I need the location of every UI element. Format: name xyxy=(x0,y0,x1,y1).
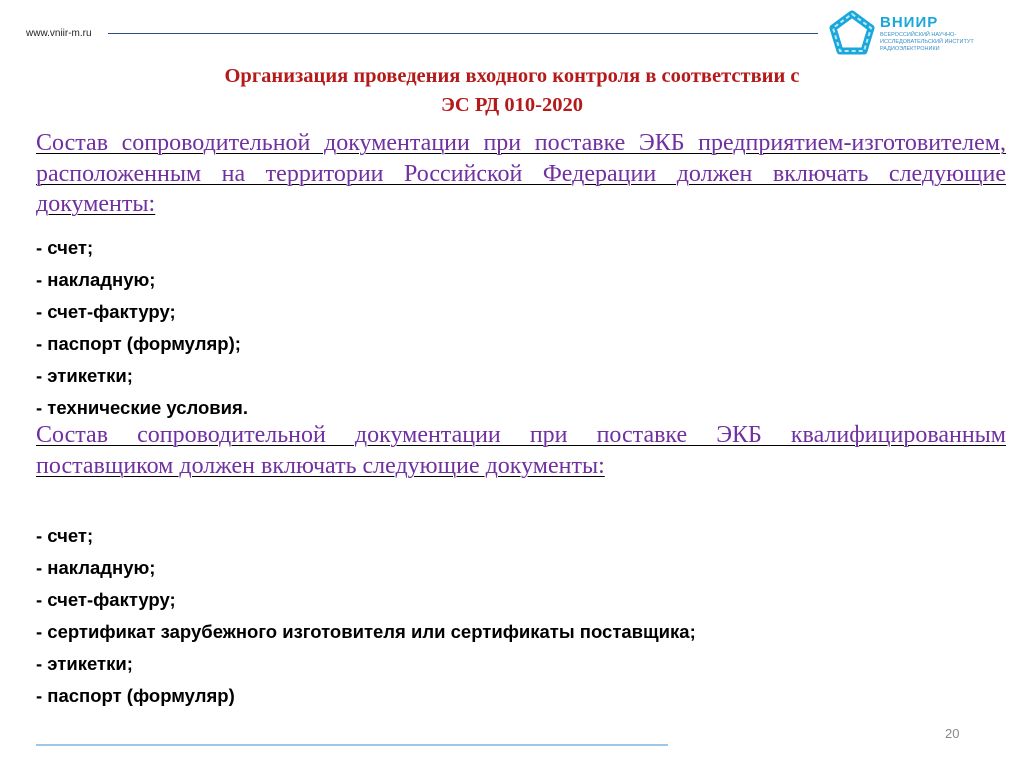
slide-title xyxy=(40,62,984,120)
logo-subtitle: ВСЕРОССИЙСКИЙ НАУЧНО-ИССЛЕДОВАТЕЛЬСКИЙ ИНСТИТУТ РАДИОЭЛЕКТРОНИКИ xyxy=(880,32,974,52)
list-item: - технические условия. xyxy=(36,397,248,418)
title-line-2: ЭС РД 010-2020 xyxy=(441,94,583,116)
list-item: - накладную; xyxy=(36,557,156,578)
document-list-qualified-supplier xyxy=(36,520,696,712)
title-line-1: Организация проведения входного контроля в соответствии с xyxy=(224,65,800,87)
list-item: - счет-фактуру; xyxy=(36,589,176,610)
list-item: - этикетки; xyxy=(36,653,133,674)
footer-divider xyxy=(36,744,668,746)
list-item: - этикетки; xyxy=(36,365,133,386)
list-item: - сертификат зарубежного изготовителя или сертификаты поставщика; xyxy=(36,621,696,642)
site-url[interactable]: www.vniir-m.ru xyxy=(26,28,92,39)
section-heading-text: Состав сопроводительной документации при поставке ЭКБ предприятием-изготовителем, расположенным на территории Российской Федерации должен включать следующие документы: xyxy=(36,130,1006,217)
section-heading-domestic xyxy=(36,128,1006,220)
list-item: - счет-фактуру; xyxy=(36,301,176,322)
document-list-domestic xyxy=(36,232,248,424)
section-heading-qualified-supplier xyxy=(36,420,1006,481)
list-item: - счет; xyxy=(36,525,94,546)
logo-name: ВНИИР xyxy=(880,14,939,31)
list-item: - накладную; xyxy=(36,269,156,290)
list-item: - паспорт (формуляр); xyxy=(36,333,241,354)
pentagon-ring-logo-icon xyxy=(826,8,878,60)
section-heading-text: Состав сопроводительной документации при поставке ЭКБ квалифицированным поставщиком должен включать следующие документы: xyxy=(36,422,1006,479)
header-divider xyxy=(108,33,818,34)
page-number: 20 xyxy=(945,726,960,741)
list-item: - счет; xyxy=(36,237,94,258)
list-item: - паспорт (формуляр) xyxy=(36,685,235,706)
vniir-logo xyxy=(826,8,1016,60)
